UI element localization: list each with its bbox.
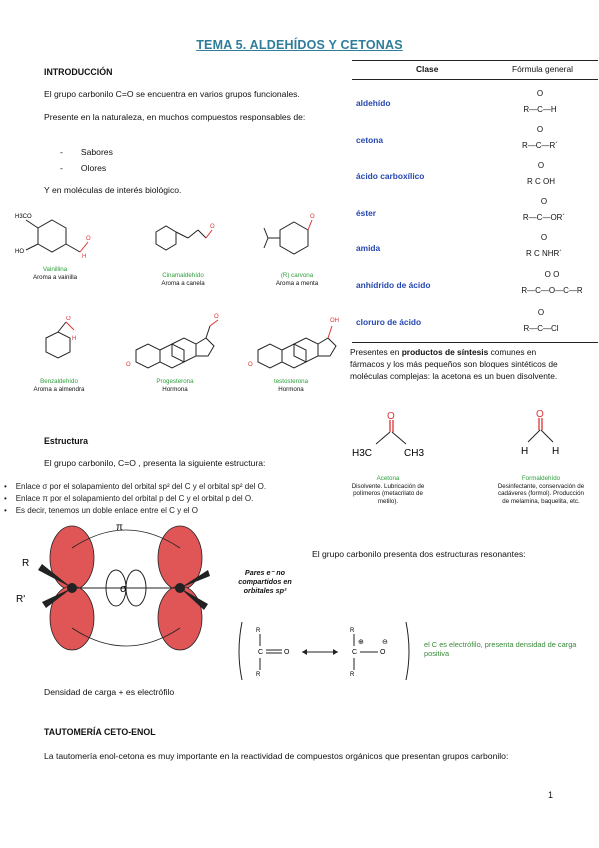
svg-text:C: C bbox=[352, 649, 358, 656]
table-row-formula: O R—C—H bbox=[523, 89, 557, 114]
svg-text:O: O bbox=[387, 412, 395, 422]
table-row-clase: cetona bbox=[356, 135, 383, 145]
formaldehyde-caption: Formaldehído Desinfectante, conservación de cadáveres (formol). Producción de melamina, baquelita, etc. bbox=[497, 475, 585, 505]
svg-text:H: H bbox=[521, 446, 529, 457]
functional-groups-table bbox=[352, 60, 598, 344]
table-row-clase: aldehído bbox=[356, 98, 391, 108]
svg-text:R: R bbox=[350, 628, 355, 634]
svg-text:H: H bbox=[552, 446, 560, 457]
svg-text:R': R' bbox=[16, 594, 26, 605]
vanillin-structure bbox=[14, 208, 104, 270]
svg-text:O: O bbox=[66, 316, 71, 322]
table-row-clase: anhídrido de ácido bbox=[356, 280, 431, 290]
structure-heading: Estructura bbox=[44, 436, 88, 446]
table-row-clase: cloruro de ácido bbox=[356, 317, 422, 327]
resonance-structures bbox=[234, 618, 414, 684]
svg-text:O: O bbox=[86, 236, 91, 242]
cinnamaldehyde-structure bbox=[140, 216, 230, 260]
svg-text:O: O bbox=[248, 362, 253, 368]
lone-pairs-note: Pares e⁻ no compartidos en orbitales sp² bbox=[238, 568, 292, 595]
table-row-formula: O O R—C—O—C—R bbox=[521, 270, 583, 295]
table-row-formula: O R—C—Cl bbox=[523, 308, 559, 333]
svg-text:π: π bbox=[116, 522, 123, 533]
table-row-formula: O R C NHR´ bbox=[526, 233, 562, 258]
structure-bullet: • Enlace π por el solapamiento del orbital p del C y el orbital p del O. bbox=[4, 494, 254, 503]
table-row-formula: O R C OH bbox=[527, 161, 555, 186]
molecule-caption: Progesterona Hormona bbox=[156, 378, 194, 393]
structure-p1: El grupo carbonilo, C=O , presenta la siguiente estructura: bbox=[44, 458, 266, 468]
svg-text:⊕: ⊕ bbox=[358, 639, 364, 646]
svg-text:HO: HO bbox=[15, 249, 24, 255]
intro-p1: El grupo carbonilo C=O se encuentra en varios grupos funcionales. bbox=[44, 89, 300, 99]
table-row-formula: O R—C—OR´ bbox=[522, 197, 566, 222]
intro-p2: Presente en la naturaleza, en muchos compuestos responsables de: bbox=[44, 112, 306, 122]
svg-text:O: O bbox=[126, 362, 131, 368]
page-number: 1 bbox=[548, 790, 554, 800]
svg-text:R: R bbox=[256, 628, 261, 634]
benzaldehyde-structure bbox=[26, 316, 86, 370]
svg-text:O: O bbox=[310, 214, 315, 220]
carvone-structure bbox=[258, 208, 328, 268]
svg-text:CH3: CH3 bbox=[404, 448, 425, 459]
intro-p3: Y en moléculas de interés biológico. bbox=[44, 185, 182, 195]
molecule-caption: Vainillina Aroma a vainilla bbox=[32, 266, 78, 281]
progesterone-structure bbox=[120, 306, 224, 376]
molecule-caption: testosterona Hormona bbox=[273, 378, 309, 393]
tautomeria-heading: TAUTOMERÍA CETO-ENOL bbox=[44, 727, 156, 737]
table-row-clase: amida bbox=[356, 243, 381, 253]
intro-list-item: - Olores bbox=[60, 163, 107, 173]
svg-text:O: O bbox=[210, 224, 215, 230]
density-text: Densidad de carga + es electrófilo bbox=[44, 687, 175, 697]
testosterone-structure bbox=[240, 302, 344, 376]
synthesis-text: Presentes en productos de síntesis comunes en fármacos y los más pequeños son bloques sintéticos de moléculas complejas: la acetona es un buen disolvente. bbox=[350, 347, 558, 381]
svg-text:O: O bbox=[284, 649, 290, 656]
svg-text:H3C: H3C bbox=[352, 448, 373, 459]
svg-text:O: O bbox=[536, 410, 544, 420]
molecule-caption: Benzaldehído Aroma a almendra bbox=[33, 378, 85, 393]
table-row-clase: ácido carboxílico bbox=[356, 171, 425, 181]
table-header-formula: Fórmula general bbox=[512, 64, 573, 74]
structure-bullet: • Enlace σ por el solapamiento del orbital sp² del C y el orbital sp² del O. bbox=[4, 482, 267, 491]
intro-heading: INTRODUCCIÓN bbox=[44, 67, 113, 77]
table-row-clase: éster bbox=[356, 208, 377, 218]
svg-text:R: R bbox=[22, 558, 30, 569]
table-header-clase: Clase bbox=[416, 64, 439, 74]
acetone-caption: Acetona Disolvente. Lubricación de polímeros (metacrilato de metilo). bbox=[351, 475, 425, 505]
molecule-caption: Cinamaldehído Aroma a canela bbox=[161, 272, 205, 287]
svg-text:O: O bbox=[380, 649, 386, 656]
svg-text:O: O bbox=[214, 314, 219, 320]
svg-text:H3CO: H3CO bbox=[15, 214, 32, 220]
structure-bullet: • Es decir, tenemos un doble enlace entre el C y el O bbox=[4, 506, 199, 515]
molecule-caption: (R) carvona Aroma a menta bbox=[275, 272, 319, 287]
svg-text:H: H bbox=[82, 254, 87, 260]
svg-text:C: C bbox=[258, 649, 264, 656]
svg-text:σ: σ bbox=[120, 583, 127, 595]
svg-text:⊖: ⊖ bbox=[382, 639, 388, 646]
page-title: TEMA 5. ALDEHÍDOS Y CETONAS bbox=[196, 38, 403, 52]
table-row-formula: O R—C—R´ bbox=[522, 125, 558, 150]
svg-text:R: R bbox=[350, 672, 355, 678]
intro-list-item: - Sabores bbox=[60, 147, 113, 157]
formaldehyde-structure bbox=[512, 410, 572, 466]
resonance-text: El grupo carbonilo presenta dos estructuras resonantes: bbox=[312, 549, 526, 559]
svg-text:R: R bbox=[256, 672, 261, 678]
tautomeria-p1: La tautomería enol-cetona es muy importante en la reactividad de compuestos orgánicos que presentan grupos carbonilo: bbox=[44, 751, 509, 761]
svg-text:OH: OH bbox=[330, 318, 339, 324]
acetone-structure bbox=[350, 412, 430, 466]
svg-text:H: H bbox=[72, 336, 77, 342]
electrophile-note: el C es electrófilo, presenta densidad de carga positiva bbox=[424, 640, 577, 658]
